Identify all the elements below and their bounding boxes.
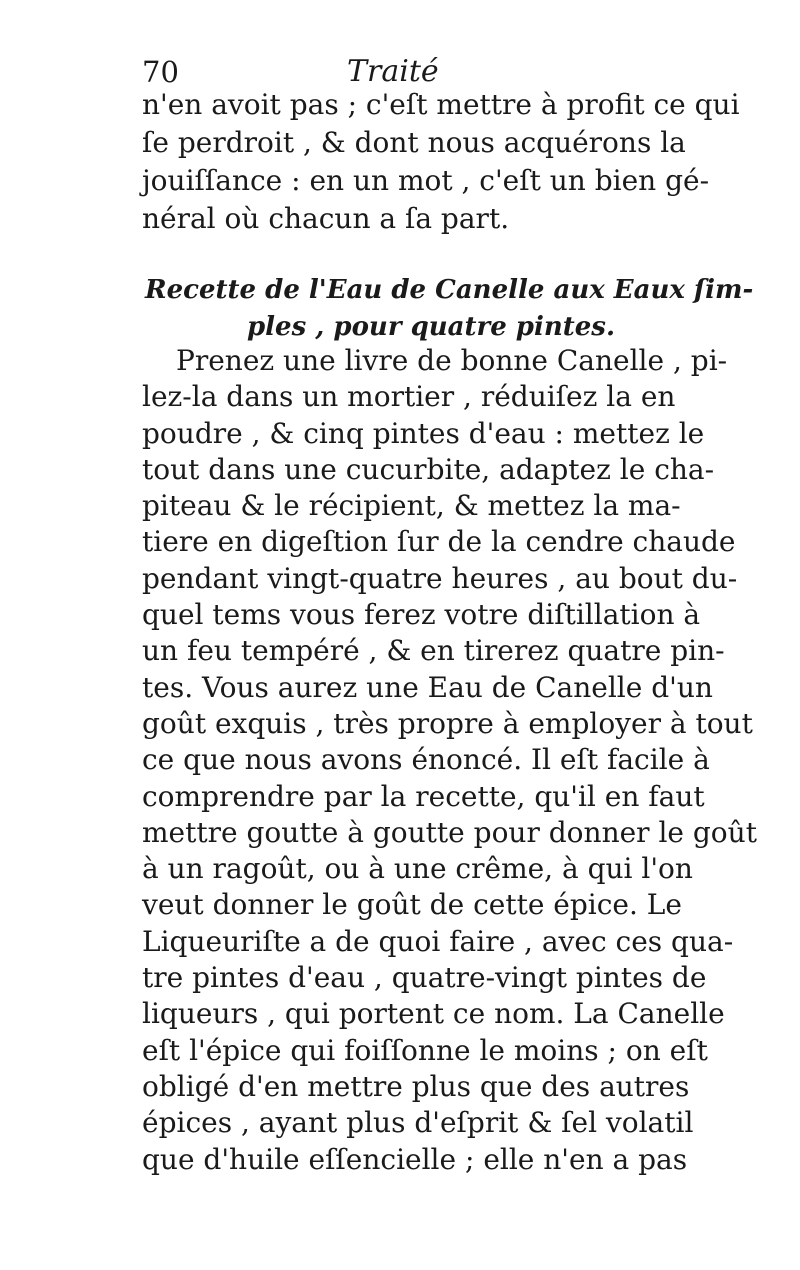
text-line: Liqueuriſte a de quoi faire , avec ces qua- <box>142 924 734 958</box>
text-line: Prenez une livre de bonne Canelle , pi- <box>176 344 728 377</box>
text-line: quel tems vous ferez votre diſtillation à <box>142 598 701 632</box>
text-line: lez-la dans un mortier , réduiſez la en <box>142 380 676 414</box>
text-line: tes. Vous aurez une Eau de Canelle d'un <box>142 670 713 704</box>
text-line: pendant vingt-quatre heures , au bout du- <box>142 561 738 595</box>
text-line: tre pintes d'eau , quatre-vingt pintes de <box>142 961 707 995</box>
text-line: que d'huile eſſencielle ; elle n'en a pas <box>142 1142 688 1176</box>
text-line: poudre , & cinq pintes d'eau : mettez le <box>142 416 705 450</box>
heading-line: Recette de l'Eau de Canelle aux Eaux ſim- <box>145 274 754 305</box>
text-line: liqueurs , qui portent ce nom. La Canelle <box>142 997 725 1031</box>
text-line: n'en avoit pas ; c'eſt mettre à profit ce qui <box>142 88 740 121</box>
running-title: Traité <box>347 54 439 89</box>
text-line: veut donner le goût de cette épice. Le <box>142 888 682 922</box>
text-line: eſt l'épice qui foiſſonne le moins ; on eſt <box>142 1033 708 1067</box>
recipe-paragraph <box>142 343 757 1178</box>
continued-paragraph <box>142 86 740 238</box>
page-number: 70 <box>142 55 179 89</box>
text-line: tiere en digeſtion ſur de la cendre chaude <box>142 525 736 559</box>
text-line: piteau & le récipient, & mettez la ma- <box>142 489 681 523</box>
text-line: néral où chacun a ſa part. <box>142 202 510 235</box>
text-line: tout dans une cucurbite, adaptez le cha- <box>142 452 715 486</box>
text-line: goût exquis , très propre à employer à tout <box>142 706 753 740</box>
text-line: à un ragoût, ou à une crême, à qui l'on <box>142 852 693 886</box>
text-line: un feu tempéré , & en tirerez quatre pin- <box>142 634 725 668</box>
text-line: ſe perdroit , & dont nous acquérons la <box>142 126 686 159</box>
text-line: mettre goutte à goutte pour donner le goût <box>142 815 757 849</box>
text-line: ce que nous avons énoncé. Il eſt facile à <box>142 743 710 777</box>
heading-line: ples , pour quatre pintes. <box>247 311 615 342</box>
recipe-heading <box>145 272 754 346</box>
text-line: jouiſſance : en un mot , c'eſt un bien gé- <box>142 164 710 197</box>
text-line: épices , ayant plus d'eſprit & ſel volatil <box>142 1106 694 1140</box>
text-line: obligé d'en mettre plus que des autres <box>142 1069 690 1103</box>
text-line: comprendre par la recette, qu'il en faut <box>142 779 705 813</box>
